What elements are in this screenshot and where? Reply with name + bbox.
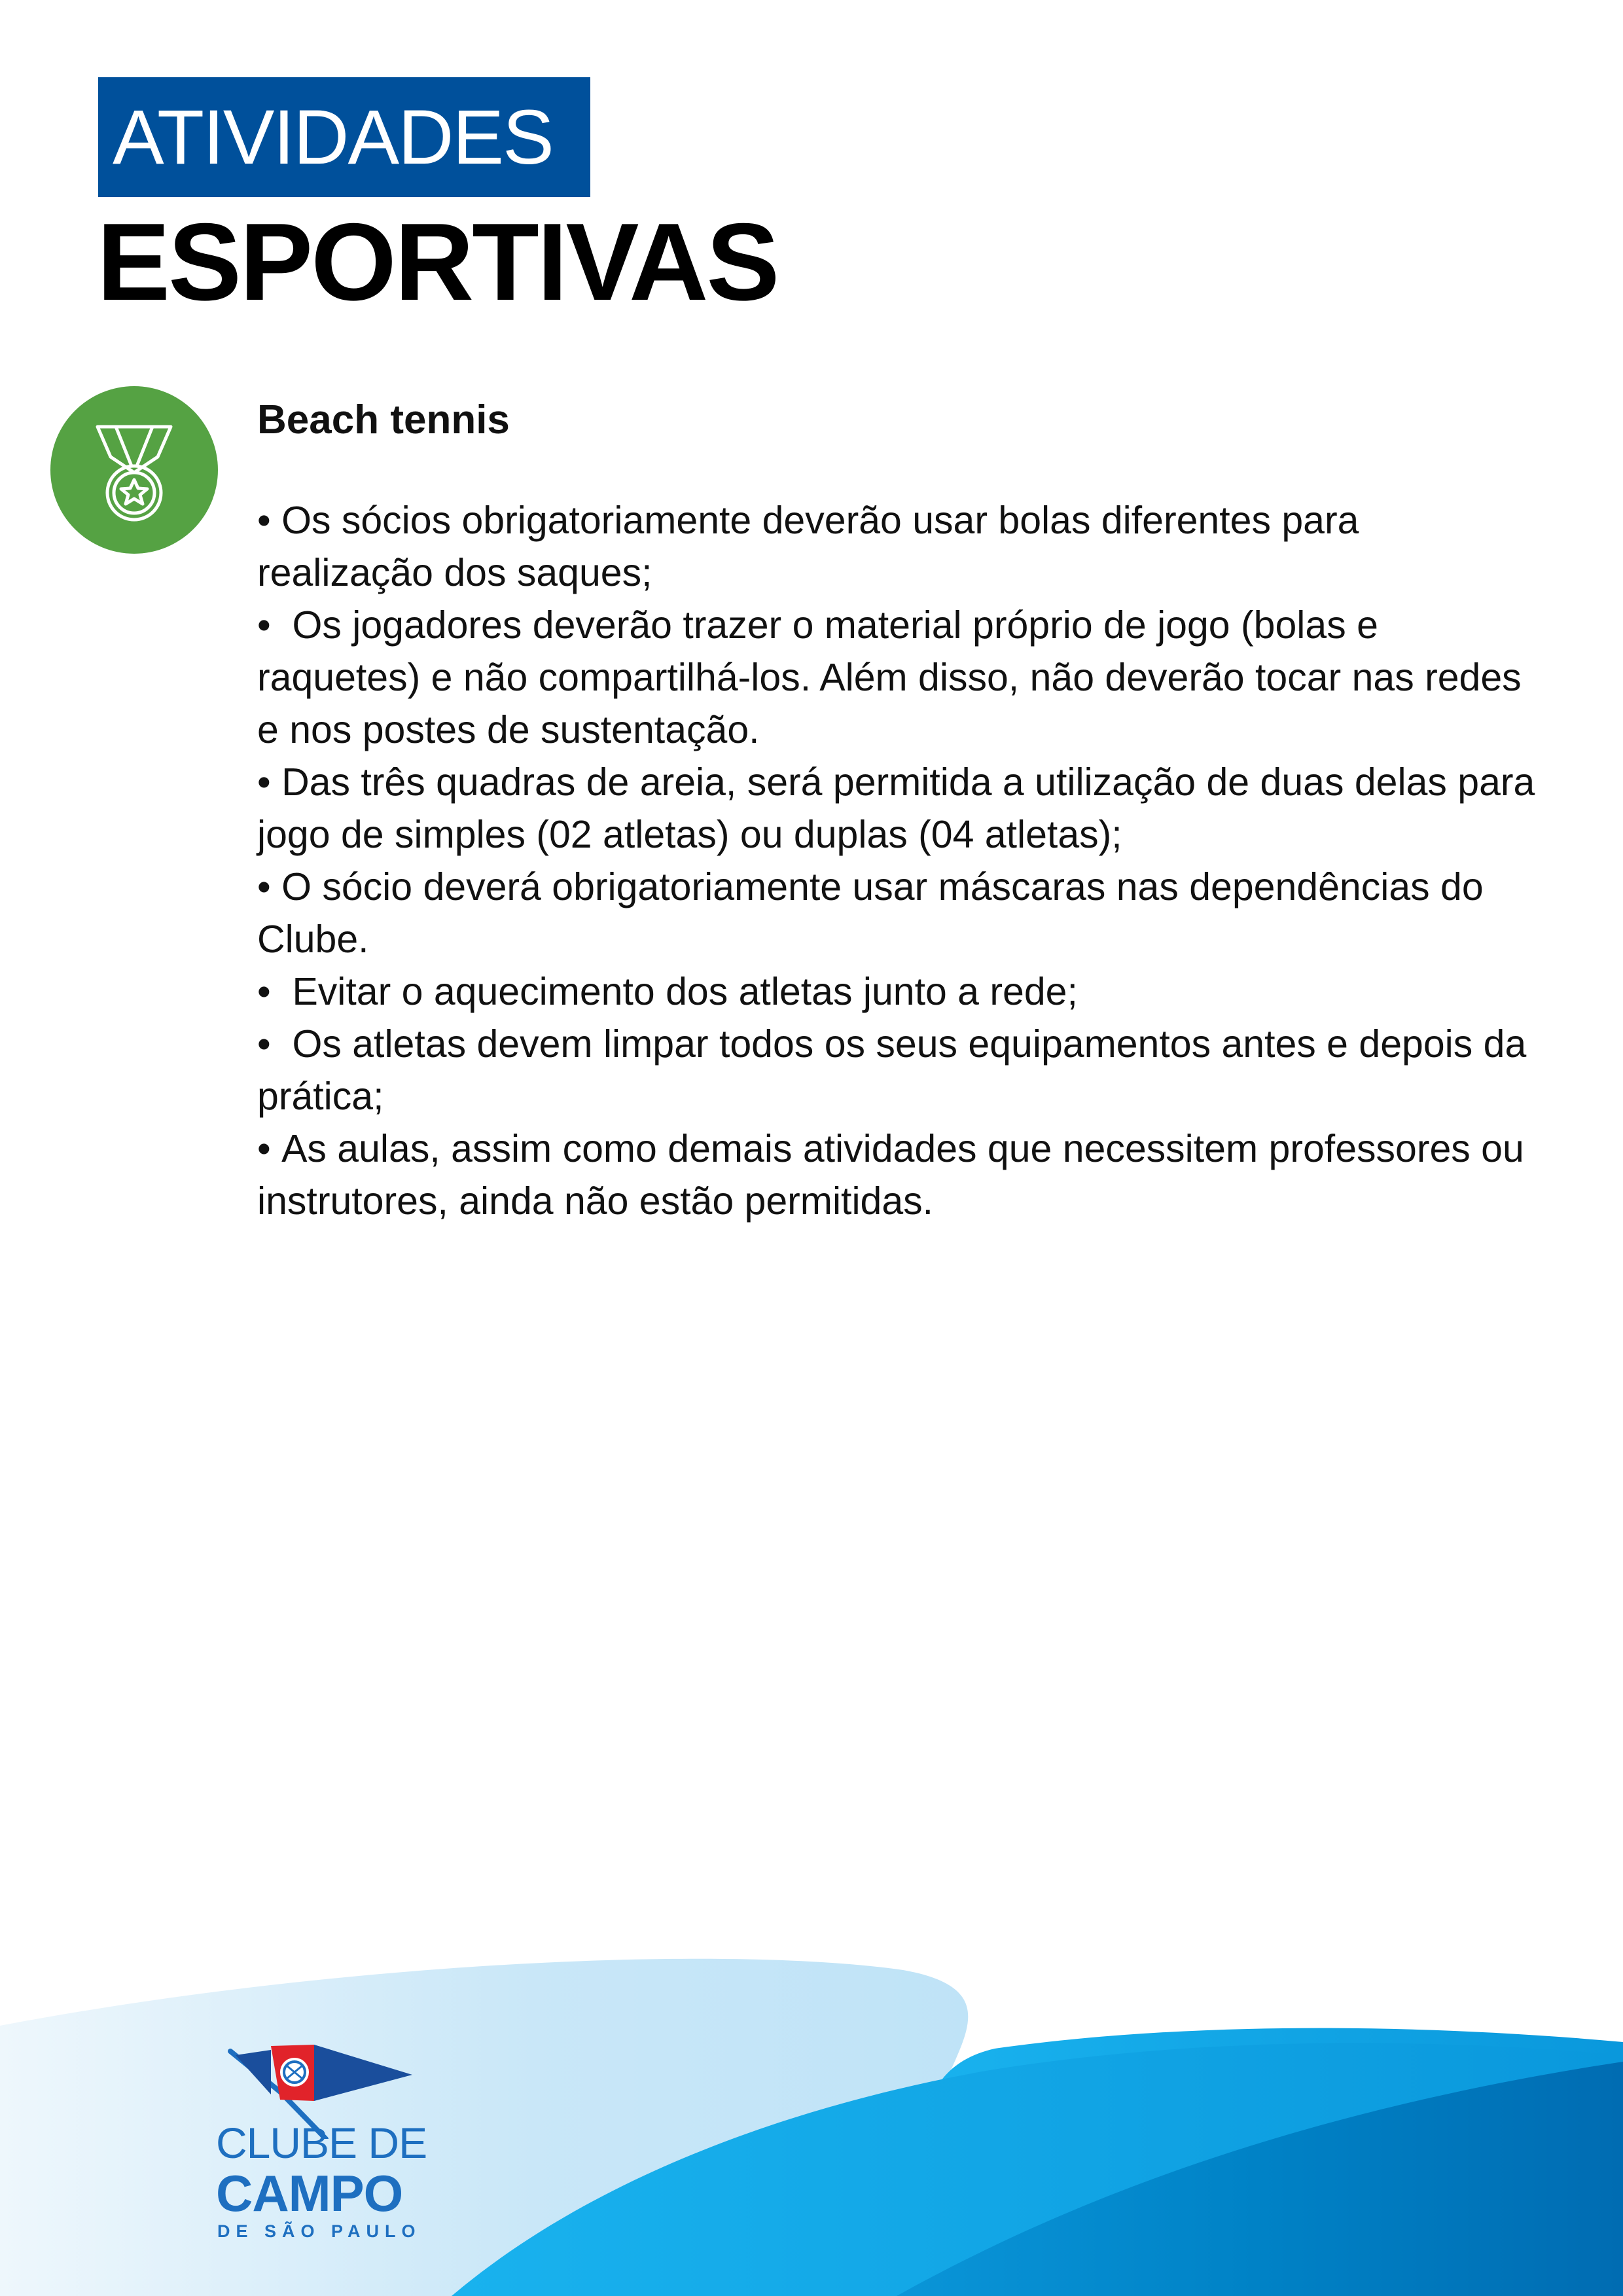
section-title: Beach tennis — [257, 397, 510, 442]
medal-icon — [50, 386, 218, 554]
page-title-line1: ATIVIDADES — [113, 94, 553, 181]
list-item: • Os atletas devem limpar todos os seus equipamentos antes e depois da prática; — [257, 1018, 1540, 1122]
page-title-line2: ESPORTIVAS — [97, 200, 778, 323]
rules-list — [257, 494, 1540, 1227]
logo-text-line1: CLUBE DE — [216, 2119, 427, 2167]
logo-text-line2: CAMPO — [216, 2164, 403, 2222]
club-logo — [216, 2041, 425, 2250]
list-item: • Das três quadras de areia, será permitida a utilização de duas delas para jogo de simples (02 atletas) ou duplas (04 atletas); — [257, 756, 1540, 861]
list-item: • Os sócios obrigatoriamente deverão usar bolas diferentes para realização dos saques; — [257, 494, 1540, 599]
list-item: • Evitar o aquecimento dos atletas junto a rede; — [257, 965, 1540, 1018]
list-item: • As aulas, assim como demais atividades que necessitem professores ou instrutores, ainda não estão permitidas. — [257, 1122, 1540, 1227]
list-item: • Os jogadores deverão trazer o material próprio de jogo (bolas e raquetes) e não compartilhá-los. Além disso, não deverão tocar nas redes e nos postes de sustentação. — [257, 599, 1540, 756]
list-item: • O sócio deverá obrigatoriamente usar máscaras nas dependências do Clube. — [257, 861, 1540, 965]
logo-text-line3: DE SÃO PAULO — [217, 2221, 421, 2241]
